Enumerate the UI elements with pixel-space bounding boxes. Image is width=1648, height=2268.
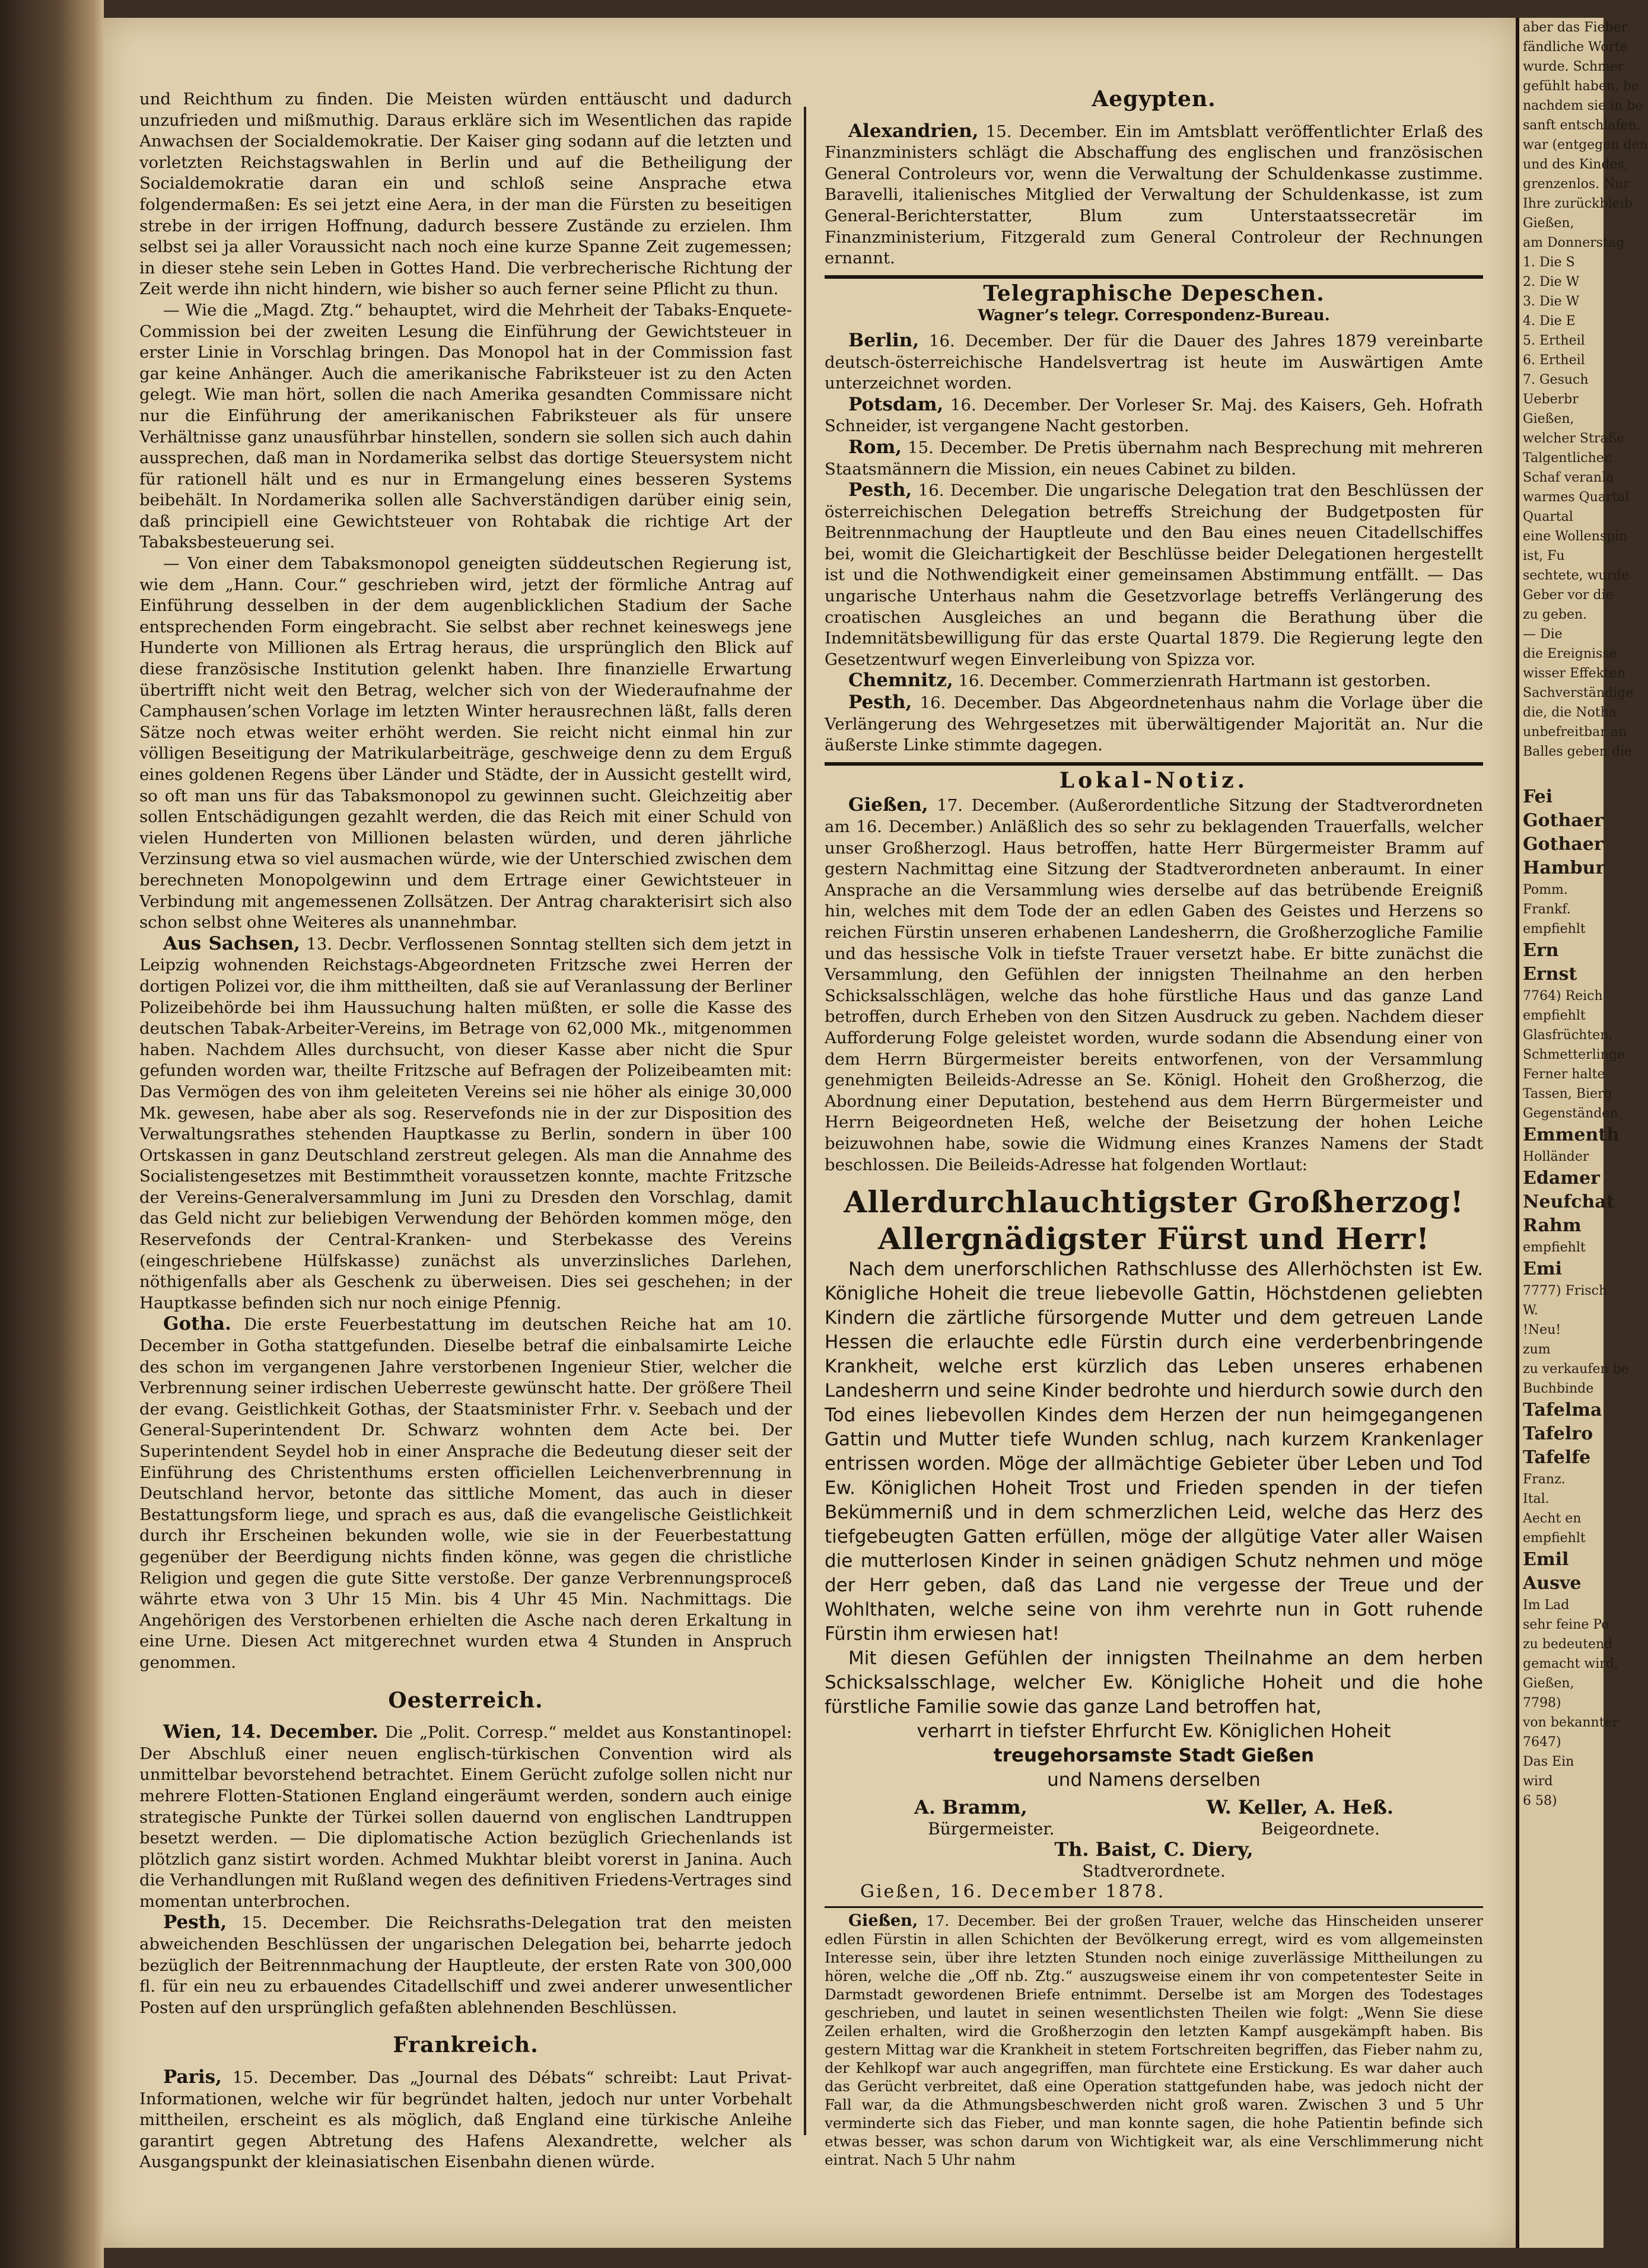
section-heading-frankreich: Frankreich. bbox=[393, 2033, 539, 2058]
dateline-giessen-final: Gießen, bbox=[848, 1912, 918, 1931]
telegram-rom bbox=[825, 437, 1483, 480]
adjacent-page-ad-line: Aecht en bbox=[1523, 1511, 1582, 1526]
adjacent-page-ad-line: !Neu! bbox=[1523, 1323, 1561, 1337]
section-rule bbox=[825, 275, 1483, 279]
adjacent-page-line: Sachverständige bbox=[1523, 686, 1634, 700]
adjacent-page-ad-line: Holländer bbox=[1523, 1149, 1589, 1164]
adjacent-page-line: Ihre zurückbleib bbox=[1523, 196, 1633, 211]
signature-baist-diery: Th. Baist, C. Diery, bbox=[1054, 1838, 1254, 1861]
adjacent-page-text bbox=[1519, 18, 1648, 762]
newspaper-page bbox=[104, 18, 1516, 2248]
dateline-giessen: Gießen, bbox=[848, 794, 928, 816]
article-alexandrien bbox=[825, 121, 1483, 269]
article-tobacco-monopoly: — Von einer dem Tabaksmonopol geneigten süddeutschen Regierung ist, wie dem „Hann. Cour.“ geschrieben wird, jetzt der förmliche Antrag auf Einführung desselben in der dem augenblicklichen Stadium der Sache entsprechenden Form eingebracht. Sie selbst aber rechnet keineswegs jene Hunderte von Millionen als Ertrag heraus, die ursprünglich den Blick auf diese französische Institution gelenkt haben. Ihre finanzielle Erwartung übertrifft nicht weit den Betrag, welcher sich von der Wiederaufnahme der Camphausen’schen Vorlage im letzten Winter herausrechnen läßt, falls deren Sätze noch etwas weiter erhöht werden. Sie reicht nicht einmal hin zur völligen Beseitigung der Matrikularbeiträge, geschweige denn zu dem Erguß eines goldenen Regens über Länder und Städte, der in Aussicht gestellt wird, so oft man uns für das Tabaksmonopol zu gewinnen sucht. Gleichzeitig aber sollen Entschädigungen gezahlt werden, die das Reich mit einer Schuld von vielen Hunderten von Millionen belasten würden, und deren jährliche Verzinsung etwa so viel ausmachen würde, wie der Unterschied zwischen dem berechneten Monopolgewinn und dem Ertrage einer Gewichtsteuer in Verbindung mit angemessenen Zollsätzen. Der Antrag charakterisirt sich also schon selbst ohne Weiteres als unannehmbar. bbox=[139, 554, 792, 932]
adjacent-page-line: Gießen, bbox=[1523, 412, 1574, 426]
adjacent-page-line: ist, Fu bbox=[1523, 549, 1565, 563]
adjacent-page-line: fändliche Worte bbox=[1523, 40, 1628, 55]
address-body bbox=[825, 1257, 1483, 1792]
adjacent-page-ad-line: Franz. bbox=[1523, 1472, 1566, 1487]
article-giessen bbox=[825, 795, 1483, 1176]
section-heading-telegraphische: Telegraphische Depeschen. bbox=[983, 281, 1325, 306]
adjacent-page-line: warmes Quartal bbox=[1523, 490, 1630, 505]
dateline-chemnitz: Chemnitz, bbox=[848, 670, 953, 692]
adjacent-page-ad-line: W. bbox=[1523, 1303, 1538, 1318]
dateline-pesth: Pesth, bbox=[163, 1912, 227, 1933]
adjacent-page-line: Geber vor die bbox=[1523, 588, 1614, 603]
article-gotha bbox=[139, 1314, 792, 1673]
adjacent-page-line: nachdem sie in be bbox=[1523, 98, 1643, 113]
adjacent-page-ad-line: Gothaer bbox=[1523, 834, 1604, 855]
article-paris-text: 15. December. Das „Journal des Débats“ schreibt: Laut Privat-Informationen, welche wir für begründet halten, jedoch nur unter Vorbehalt mittheilen, erscheint es als möglich, daß England eine türkische Anleihe garantirt gegen Abtretung des Hafens Alexandrette, welcher als Ausgangspunkt der kleinasiatischen Eisenbahn dienen würde. bbox=[139, 2068, 792, 2172]
adjacent-page-line: Gießen, bbox=[1523, 216, 1574, 231]
adjacent-page-ad-line: Tassen, Bierg bbox=[1523, 1087, 1612, 1101]
adjacent-page-ad-line: Glasfrüchten, bbox=[1523, 1028, 1613, 1043]
adjacent-page-line: und des Kindes, bbox=[1523, 157, 1628, 172]
signature-keller-hess: W. Keller, A. Heß. bbox=[1206, 1796, 1394, 1819]
telegram-chemnitz bbox=[825, 670, 1483, 692]
adjacent-page-ad-line: 6 58) bbox=[1523, 1794, 1557, 1808]
article-sachsen-text: 13. Decbr. Verflossenen Sonntag stellten sich dem jetzt in Leipzig wohnenden Reichstags-Abgeordneten Fritzsche zwei Herren der dortigen Polizei vor, die ihm mittheilten, daß sie auf Veranlassung der Berliner Polizeibehörde bei ihm Haussuchung halten müßten, er solle die Kasse des deutschen Tabak-Arbeiter-Vereins, im Betrage von 62,000 Mk., mitgenommen haben. Nachdem Alles durchsucht, von dieser Kasse aber nicht die Spur gefunden worden war, theilte Fritzsche auf Befragen der Polizeibeamten mit: Das Vermögen des von ihm geleiteten Vereins sei nie höher als einige 30,000 Mk. gewesen, habe aber als sog. Reservefonds nie in der zur Disposition des Verwaltungsrathes stehenden Hauptkasse zu Berlin, sondern in über 100 Ortskassen in ganz Deutschland zerstreut gelegen. Als man die Annahme des Socialistengesetzes mit Bestimmtheit voraussetzen konnte, machte Fritzsche der Vereins-Generalversammlung im Juni zu Dresden den Vorschlag, damit das Geld nicht zur beliebigen Verwendung der Behörden kommen möge, den Reservefonds der Central-Kranken- und Sterbekasse des Vereins (eingeschriebene Hülfskasse) zunächst als unverzinsliches Darlehen, nöthigenfalls aber als Geschenk zu überweisen. Dies sei geschehen; in der Hauptkasse befinden sich nur noch einige Pfennig. bbox=[139, 934, 792, 1313]
adjacent-page-line: 7. Gesuch bbox=[1523, 372, 1589, 387]
right-column bbox=[825, 89, 1483, 2169]
adjacent-page-ads bbox=[1519, 785, 1629, 1811]
adjacent-page-ad-line: Frankf. bbox=[1523, 902, 1571, 917]
adjacent-page-ad-line: Hambur bbox=[1523, 858, 1605, 878]
adjacent-page-line: sechtete, wurde bbox=[1523, 568, 1630, 583]
adjacent-page-ad-line: Pomm. bbox=[1523, 883, 1568, 897]
role-beigeordnete: Beigeordnete. bbox=[1261, 1818, 1380, 1839]
adjacent-page-line: war (entgegen den bbox=[1523, 138, 1648, 152]
adjacent-page-ad-line: Fei bbox=[1523, 786, 1553, 807]
adjacent-page-line: Quartal bbox=[1523, 509, 1573, 524]
dateline-potsdam: Potsdam, bbox=[848, 393, 944, 415]
signature-bramm: A. Bramm, bbox=[914, 1796, 1027, 1819]
telegram-potsdam-text: 16. December. Der Vorleser Sr. Maj. des Kaisers, Geh. Hofrath Schneider, ist vergangene Nacht gestorben. bbox=[825, 395, 1483, 436]
article-gotha-text: Die erste Feuerbestattung im deutschen Reiche hat am 10. December in Gotha stattgefunden. Dieselbe betraf die einbalsamirte Leiche des schon im vergangenen Jahre verstorbenen Ingenieur Stier, welcher die Verbrennung seiner irdischen Ueberreste gewünscht hatte. Der größere Theil der evang. Geistlichkeit Gothas, der Staatsminister Frhr. v. Seebach und der General-Superintendent Dr. Schwarz wohnten dem Acte bei. Der Superintendent Seydel hob in einer Ansprache die Bedeutung dieser seit der Einführung des Christenthums ersten officiellen Leichenverbrennung in Deutschland hervor, betonte das sittliche Moment, das auch in dieser Bestattungsform liege, und sprach es aus, daß die evangelische Geistlichkeit durch ihr Erscheinen bekunden wolle, wie sie in der Feuerbestattung gegenüber der Beerdigung nichts finden könne, was gegen die christliche Religion und gegen die gute Sitte verstoße. Der ganze Verbrennungsproceß währte etwa von 3 Uhr 15 Min. bis 4 Uhr 45 Min. Nachmittags. Die Angehörigen des Verstorbenen erhielten die Asche nach deren Erkaltung in eine Urne. Diesen Act mitgerechnet wurden etwa 4 Stunden in Anspruch genommen. bbox=[139, 1315, 792, 1672]
adjacent-page-ad-line: gemacht wird, bbox=[1523, 1657, 1618, 1671]
telegram-rom-text: 15. December. De Pretis übernahm nach Besprechung mit mehreren Staatsmännern die Mission, ein neues Cabinet zu bilden. bbox=[825, 438, 1483, 479]
adjacent-page-ad-line: Ernst bbox=[1523, 964, 1577, 985]
dateline-wien: Wien, 14. December. bbox=[163, 1721, 378, 1743]
adjacent-page-ad-line: Gegenständen bbox=[1523, 1106, 1618, 1121]
adjacent-page-line: Talgentlicher, bbox=[1523, 451, 1613, 466]
dateline-berlin: Berlin, bbox=[848, 329, 920, 351]
address-city: treugehorsamste Stadt Gießen bbox=[993, 1745, 1315, 1767]
section-heading-oesterreich: Oesterreich. bbox=[388, 1687, 543, 1713]
adjacent-page-line: grenzenlos. Nur bbox=[1523, 177, 1630, 192]
address-closing: verharrt in tiefster Ehrfurcht Ew. Königlichen Hoheit bbox=[917, 1721, 1391, 1743]
telegram-potsdam bbox=[825, 394, 1483, 437]
role-buergermeister: Bürgermeister. bbox=[928, 1818, 1055, 1839]
telegram-chemnitz-text: 16. December. Commerzienrath Hartmann ist gestorben. bbox=[953, 671, 1431, 691]
dateline-rom: Rom, bbox=[848, 436, 902, 458]
adjacent-page-ad-line: Ital. bbox=[1523, 1492, 1550, 1506]
telegraph-bureau: Wagner’s telegr. Correspondenz-Bureau. bbox=[978, 307, 1330, 325]
address-paragraph-1: Nach dem unerforschlichen Rathschlusse des Allerhöchsten ist Ew. Königliche Hoheit die treue liebevolle Gattin, Höchstdenen geliebten Kindern die zärtliche fürsorgende Mutter und dem getreuen Lande Hessen die erlauchte edle Fürstin durch eine verderbenbringende Krankheit, welche erst kürzlich das Leben unseres erhabenen Landesherrn und seine Kinder bedrohte und hierdurch sowie durch den Tod eines liebevollen Kindes dem Herzen der nun heimgegangenen Gattin und Mutter tiefe Wunden schlug, nach kurzem Krankenlager entrissen worden. Möge der allmächtige Gebieter über Leben und Tod Ew. Königlichen Hoheit Trost und Frieden spenden in der tiefen Bekümmerniß und in dem schmerzlichen Leid, welche das Herz des tiefgebeugten Gatten erfüllen, möge der allgütige Vater aller Waisen die mutterlosen Kinder in seinen gnädigen Schutz nehmen und möge der Herr geben, daß das Land nie vergesse der Treue und der Wohlthaten, welche seine von ihm verehrte nun in Gott ruhende Fürstin ihm erwiesen hat! bbox=[825, 1259, 1483, 1645]
telegram-berlin-text: 16. December. Der für die Dauer des Jahres 1879 vereinbarte deutsch-österreichische Handelsvertrag ist heute im Auswärtigen Amte unterzeichnet worden. bbox=[825, 331, 1483, 393]
article-pesth bbox=[139, 1912, 792, 2018]
adjacent-page-ad-line: zum bbox=[1523, 1342, 1551, 1357]
adjacent-page-ad-line: Tafelfe bbox=[1523, 1447, 1591, 1468]
adjacent-page-ad-line: 7647) bbox=[1523, 1735, 1561, 1750]
adjacent-page-ad-line: wird bbox=[1523, 1774, 1553, 1789]
section-heading-lokal: Lokal-Notiz. bbox=[1059, 767, 1249, 793]
adjacent-page-line: 2. Die W bbox=[1523, 275, 1580, 289]
adjacent-page-ad-line: Buchbinde bbox=[1523, 1381, 1594, 1396]
dateline-sachsen: Aus Sachsen, bbox=[163, 932, 300, 954]
adjacent-page-line: 1. Die S bbox=[1523, 255, 1575, 270]
adjacent-page-line: sanft entschlafen. bbox=[1523, 118, 1641, 133]
adjacent-page-line: wurde. Schmer bbox=[1523, 59, 1624, 74]
dateline-gotha: Gotha. bbox=[163, 1313, 231, 1335]
article-continuation: und Reichthum zu finden. Die Meisten würden enttäuscht und dadurch unzufrieden und mißmuthig. Daraus erkläre sich im Wesentlichen das rapide Anwachsen der Socialdemokratie. Der Kaiser ging sodann auf die letzten und vorletzten Reichstagswahlen in Berlin und auf die Betheiligung der Socialdemokratie daran ein und schloß seine Ansprache etwa folgendermaßen: Es sei jetzt eine Aera, in der man die Fürsten zu beseitigen strebe in der irrigen Hoffnung, dadurch bessere Zustände zu erzielen. Ihm selbst sei ja aller Voraussicht nach noch eine kurze Spanne Zeit zugemessen; in dieser stehe sein Leben in Gottes Hand. Die verbrecherische Richtung der Zeit werde ihn nicht hindern, wie bisher so auch ferner seine Pflicht zu thun. bbox=[139, 90, 792, 299]
adjacent-page-line: die Ereignisse bbox=[1523, 646, 1617, 661]
section-rule bbox=[825, 762, 1483, 766]
adjacent-page-ad-line: Ern bbox=[1523, 940, 1559, 961]
article-wien-text: Die „Polit. Corresp.“ meldet aus Konstantinopel: Der Abschluß einer neuen englisch-türkischen Convention wird als unmittelbar bevorstehend betrachtet. Einem Gerücht zufolge sollen nicht nur mehrere Flotten-Stationen England eingeräumt werden, sondern auch einige strategische Punkte der Türkei sollen dauernd von englischen Landtruppen besetzt werden. — Die diplomatische Action bezüglich Griechenlands ist plötzlich ganz sistirt worden. Achmed Mukhtar bleibt vorerst in Janina. Auch die Verhandlungen mit Rußland wegen des definitiven Friedens-Vertrages sind momentan unterbrochen. bbox=[139, 1723, 793, 1911]
adjacent-page-line: welcher Straße bbox=[1523, 431, 1625, 446]
telegram-berlin bbox=[825, 330, 1483, 394]
dateline-paris: Paris, bbox=[163, 2066, 222, 2088]
adjacent-page-ad-line: Gießen, bbox=[1523, 1676, 1574, 1691]
address-dateline: Gießen, 16. December 1878. bbox=[860, 1881, 1166, 1903]
adjacent-page-ad-line: empfiehlt bbox=[1523, 1008, 1586, 1023]
dateline-pesth-3: Pesth, bbox=[848, 692, 912, 713]
signatures-row-1 bbox=[825, 1797, 1483, 1818]
address-rule bbox=[825, 1906, 1483, 1908]
telegram-pesth-3-text: 16. December. Das Abgeordnetenhaus nahm die Vorlage über die Verlängerung des Wehrgesetzes mit überwältigender Majorität an. Nur die äußerste Linke stimmte dagegen. bbox=[825, 693, 1483, 755]
book-binding bbox=[0, 0, 104, 2268]
adjacent-page-line: — Die bbox=[1523, 627, 1563, 642]
adjacent-page-ad-line: Ferner halte bbox=[1523, 1067, 1605, 1082]
adjacent-page-line: eine Wollenspin bbox=[1523, 529, 1628, 544]
adjacent-page-ad-line: zu verkaufen be bbox=[1523, 1362, 1629, 1377]
adjacent-page-line: unbefreitbar an bbox=[1523, 725, 1627, 740]
article-giessen-final bbox=[825, 1912, 1483, 2169]
adjacent-page-line: 5. Ertheil bbox=[1523, 333, 1585, 348]
adjacent-page-ad-line: Schmetterlinge bbox=[1523, 1047, 1625, 1062]
adjacent-page-line: Balles geben die bbox=[1523, 744, 1633, 759]
adjacent-page-ad-line: Gothaer bbox=[1523, 810, 1604, 831]
article-sachsen bbox=[139, 934, 792, 1314]
left-column bbox=[139, 89, 792, 2173]
adjacent-page-ad-line: Emi bbox=[1523, 1259, 1563, 1279]
article-giessen-final-text: 17. December. Bei der großen Trauer, welche das Hinscheiden unserer edlen Fürstin in allen Schichten der Bevölkerung erregt, wird es vom allgemeinsten Interesse sein, über ihre letzten Stunden noch einige zuverlässige Mittheilungen zu hören, welche die „Off nb. Ztg.“ auszugsweise einem ihr von competentester Seite in Darmstadt gewordenen Briefe entnimmt. Derselbe ist am Morgen des Todestages geschrieben, und lautet in seinen wesentlichsten Theilen wie folgt: „Wenn Sie diese Zeilen erhalten, wird die Großherzogin den letzten Kampf ausgekämpft haben. Bis gestern Mittag war die Krankheit in stetem Fortschreiten begriffen, das Fieber nahm zu, der Kehlkopf war auch angegriffen, man fürchtete eine Erstickung. Es war daher auch das Gerücht verbreitet, daß eine Operation stattgefunden habe, was jedoch nicht der Fall war, da die Athmungsbeschwerden nicht groß waren. Zwischen 3 und 5 Uhr verminderte sich das Fieber, und man konnte sagen, die hohe Patientin befinde sich etwas besser, was schon darum von Wichtigkeit war, als eine Verschlimmerung nicht eintrat. Nach 5 Uhr nahm bbox=[825, 1912, 1483, 2169]
adjacent-page-ad-line: zu bedeutend bbox=[1523, 1637, 1613, 1652]
article-alexandrien-text: 15. December. Ein im Amtsblatt veröffentlichter Erlaß des Finanzministers schlägt die Abschaffung des englischen und französischen General Controleurs vor, wenn die Verwaltung der Schuldenkasse zustimme. Baravelli, italienisches Mitglied der Verwaltung der Schuldenkasse, ist zum General-Berichterstatter, Blum zum Unterstaatssecretär im Finanzministerium, Fitzgerald zum General Controleur der Rechnungen ernannt. bbox=[825, 122, 1483, 268]
address-names-intro: und Namens derselben bbox=[1047, 1769, 1261, 1791]
adjacent-page-line: Ueberbr bbox=[1523, 392, 1579, 407]
article-wien bbox=[139, 1722, 792, 1912]
address-paragraph-2: Mit diesen Gefühlen der innigsten Theilnahme an dem herben Schicksalsschlage, welcher Ew. Königliche Hoheit und die hohe fürstliche Familie sowie das ganze Land betroffen hat, bbox=[825, 1648, 1483, 1718]
article-paris bbox=[139, 2067, 792, 2173]
adjacent-page-strip bbox=[1516, 18, 1648, 2248]
address-title-1: Allerdurchlauchtigster Großherzog! bbox=[844, 1184, 1464, 1220]
adjacent-page-line: aber das Fieber bbox=[1523, 20, 1628, 35]
adjacent-page-ad-line: Ausve bbox=[1523, 1573, 1582, 1594]
adjacent-page-ad-line: sehr feine Po bbox=[1523, 1617, 1609, 1632]
column-rule bbox=[804, 107, 806, 2135]
adjacent-page-line: 3. Die W bbox=[1523, 294, 1580, 309]
telegram-pesth-3 bbox=[825, 692, 1483, 756]
adjacent-page-ad-line: Tafelma bbox=[1523, 1400, 1602, 1420]
article-tobacco-enquete: — Wie die „Magd. Ztg.“ behauptet, wird die Mehrheit der Tabaks-Enquete-Commission bei der zweiten Lesung die Einführung der Gewichtsteuer in erster Linie in Vorschlag bringen. Das Monopol hat in der Commission fast gar keine Anhänger. Auch die amerikanische Fabriksteuer ist zu den Acten gelegt. Wie man hört, sollen die nach Amerika gesandten Commissare nicht nur die Einführung der amerikanischen Fabriksteuer als für unsere Verhältnisse ganz unausführbar hinstellen, sondern sie sollen sich auch dahin aussprechen, daß man in Nordamerika selbst das dortige Steuersystem nicht für rationell hält und es nur in Ermangelung eines besseren Systems beibehält. In Nordamerika sollen alle Sachverständigen darüber einig sein, daß principiell eine Gewichtsteuer von Rohtabak die richtige Art der Tabaksbesteuerung sei. bbox=[139, 300, 792, 552]
adjacent-page-ad-line: empfiehlt bbox=[1523, 922, 1586, 936]
adjacent-page-ad-line: Das Ein bbox=[1523, 1754, 1574, 1769]
role-stadtverordnete: Stadtverordnete. bbox=[1082, 1861, 1226, 1881]
adjacent-page-ad-line: Emil bbox=[1523, 1549, 1569, 1570]
adjacent-page-line: 4. Die E bbox=[1523, 314, 1576, 329]
adjacent-page-ad-line: 7764) Reich bbox=[1523, 989, 1603, 1004]
article-pesth-text: 15. December. Die Reichsraths-Delegation trat den meisten abweichenden Beschlüssen der ungarischen Delegation bei, beharrte jedoch bezüglich der Beitrennmachung der Hauptleute, der ersten Rate von 300,000 fl. für ein neu zu erbauendes Citadellschiff und zwei anderer unwesentlicher Posten auf den ursprünglich gefaßten ablehnenden Beschlüssen. bbox=[139, 1913, 792, 2017]
address-title-2: Allergnädigster Fürst und Herr! bbox=[877, 1221, 1430, 1257]
adjacent-page-ad-line: Im Lad bbox=[1523, 1598, 1570, 1613]
adjacent-page-line: wisser Effekten bbox=[1523, 666, 1626, 681]
condolence-address bbox=[825, 1184, 1483, 1908]
adjacent-page-line: 6. Ertheil bbox=[1523, 353, 1585, 368]
adjacent-page-ad-line: Rahm bbox=[1523, 1215, 1582, 1236]
adjacent-page-ad-line: empfiehlt bbox=[1523, 1240, 1586, 1255]
adjacent-page-line: Schaf veranla bbox=[1523, 470, 1614, 485]
adjacent-page-ad-line: empfiehlt bbox=[1523, 1531, 1586, 1546]
adjacent-page-ad-line: Emmenth bbox=[1523, 1125, 1620, 1145]
adjacent-page-ad-line: Edamer bbox=[1523, 1168, 1600, 1189]
adjacent-page-ad-line: 7777) Frisch bbox=[1523, 1283, 1608, 1298]
dateline-alexandrien: Alexandrien, bbox=[848, 120, 979, 142]
article-giessen-text: 17. December. (Außerordentliche Sitzung der Stadtverordneten am 16. December.) Anläßlich des so sehr zu beklagenden Trauerfalls, welcher unser Großherzogl. Haus betroffen, hatte Herr Bürgermeister Bramm auf gestern Nachmittag eine Sitzung der Stadtverordneten anberaumt. In einer Ansprache an die Versammlung wies derselbe auf das betrübende Ereigniß hin, welches mit dem Tode der an edlen Gaben des Geistes und Herzens so reichen Fürstin unseren erhabenen Landesherrn, die Großherzogliche Familie und das hessische Volk in tiefste Trauer versetzt habe. Er bitte zunächst die Versammlung, den Gefühlen der innigsten Theilnahme an den herben Schicksalsschlägen, welche das hohe fürstliche Haus und das ganze Land betroffen, durch Erheben von den Sitzen Ausdruck zu geben. Nachdem dieser Aufforderung Folge geleistet worden, wurde sodann die Absendung einer von dem Herrn Bürgermeister bereits entworfenen, von der Versammlung genehmigten Beileids-Adresse an Se. Königl. Hoheit den Großherzog, die Abordnung einer Deputation, bestehend aus dem Herrn Bürgermeister und Herrn Beigeordneten Heß, welche der Beisetzung der hohen Leiche beizuwohnen habe, sowie die Widmung eines Kranzes Namens der Stadt beschlossen. Die Beileids-Adresse hat folgenden Wortlaut: bbox=[825, 796, 1483, 1174]
signature-roles-row bbox=[825, 1818, 1483, 1840]
telegram-pesth-text: 16. December. Die ungarische Delegation trat den Beschlüssen der österreichischen Delegation betreffs Streichung der Budgetposten für Beitrennmachung der Hauptleute und den Bau eines neuen Citadellschiffes bei, womit die Gleichartigkeit der Beschlüsse beider Delegationen hergestellt ist und die Nothwendigkeit einer gemeinsamen Abstimmung entfällt. — Das ungarische Unterhaus nahm die Gesetzvorlage betreffs Verlängerung des croatischen Ausgleiches an und begann die Berathung über die Indemnitätsbewilligung für das erste Quartal 1879. Die Regierung legte den Gesetzentwurf wegen Einverleibung von Spizza vor. bbox=[825, 481, 1483, 669]
adjacent-page-line: am Donnerstag bbox=[1523, 235, 1625, 250]
adjacent-page-ad-line: 7798) bbox=[1523, 1696, 1561, 1710]
adjacent-page-ad-line: Tafelro bbox=[1523, 1423, 1593, 1444]
dateline-pesth-2: Pesth, bbox=[848, 479, 912, 501]
adjacent-page-ad-line: von bekannter bbox=[1523, 1715, 1619, 1730]
adjacent-page-line: die, die Notha bbox=[1523, 705, 1617, 720]
adjacent-page-line: zu geben. bbox=[1523, 607, 1587, 622]
adjacent-page-line: gefühlt haben, be bbox=[1523, 79, 1640, 94]
section-heading-aegypten: Aegypten. bbox=[1092, 87, 1216, 112]
telegram-pesth bbox=[825, 480, 1483, 670]
adjacent-page-ad-line: Neufchat bbox=[1523, 1192, 1615, 1212]
